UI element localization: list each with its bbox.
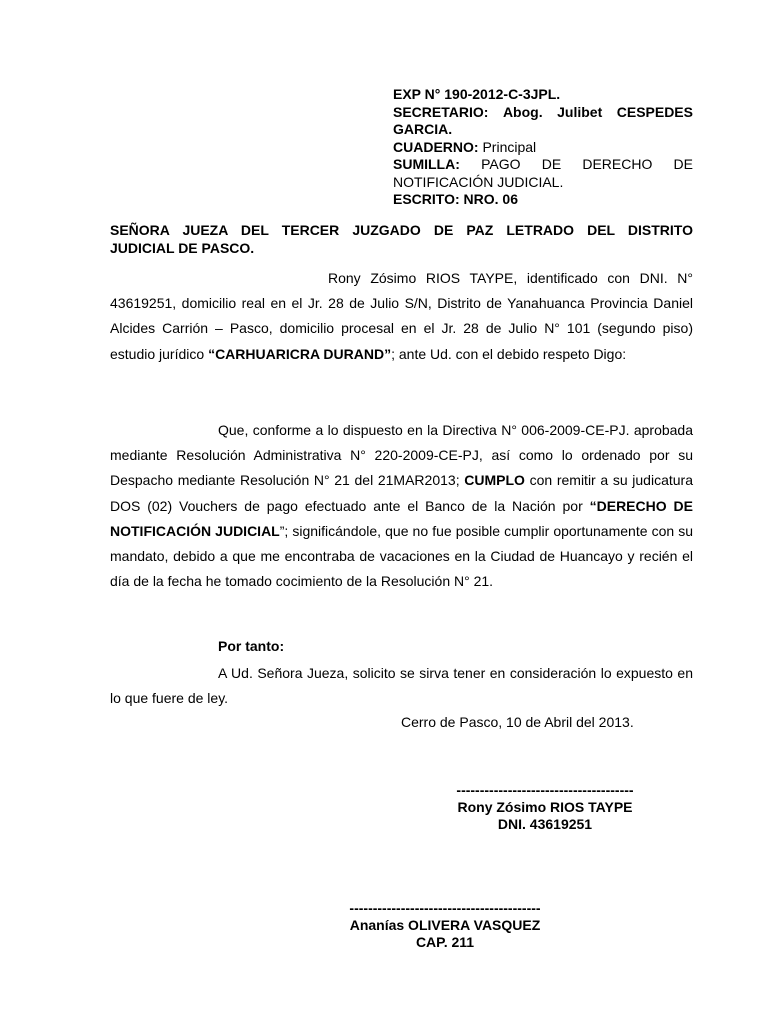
law-firm-name: “CARHUARICRA DURAND” — [208, 345, 392, 362]
expediente-line: EXP N° 190-2012-C-3JPL. — [393, 86, 561, 102]
secretario-line: SECRETARIO: Abog. Julibet CESPEDES — [393, 103, 693, 120]
signature-line: -------------------------------------- — [456, 782, 634, 798]
lawyer-registration: CAP. 211 — [415, 934, 475, 950]
signature-block-requester — [430, 782, 660, 833]
payment-concept: “DERECHO DE NOTIFICACIÓN JUDICIAL — [110, 497, 693, 539]
escrito-line: ESCRITO: NRO. 06 — [393, 191, 518, 207]
secretario-line-cont: GARCIA. — [393, 121, 453, 137]
signer-name: Rony Zósimo RIOS TAYPE — [457, 799, 633, 815]
sumilla-line: SUMILLA: PAGO DE DERECHO DE — [393, 156, 693, 172]
addressee-line-1: SEÑORA JUEZA DEL TERCER JUZGADO DE PAZ LETRADO DEL DISTRITO — [110, 222, 693, 238]
closing-paragraph: A Ud. Señora Jueza, solicito se sirva tener en consideración lo expuesto en lo que fuere de ley. — [110, 665, 693, 707]
cumplo-keyword: CUMPLO — [464, 472, 525, 489]
addressee — [110, 221, 693, 257]
case-header — [393, 86, 693, 209]
addressee-line-2: JUDICIAL DE PASCO. — [110, 240, 255, 256]
signature-line: ----------------------------------------- — [349, 900, 541, 916]
por-tanto-heading: Por tanto: — [218, 638, 285, 654]
intro-paragraph: Rony Zósimo RIOS TAYPE, identificado con DNI. N° 43619251, domicilio real en el Jr. 28 de Julio S/N, Distrito de Yanahuanca Provincia Daniel Alcides Carrión – Pasco, domicilio procesal en el Jr. 28 de Julio N° 101 (segundo piso) estudio jurídico “CARHUARICRA DURAND”; ante Ud. con el debido respeto Digo: — [110, 270, 693, 362]
cuaderno-line: CUADERNO: Principal — [393, 138, 537, 155]
signature-block-lawyer — [330, 900, 560, 951]
lawyer-name: Ananías OLIVERA VASQUEZ — [349, 917, 541, 933]
sumilla-line-cont: NOTIFICACIÓN JUDICIAL. — [393, 173, 564, 190]
signer-id: DNI. 43619251 — [497, 816, 593, 832]
place-date: Cerro de Pasco, 10 de Abril del 2013. — [401, 714, 634, 730]
body-paragraph: Que, conforme a lo dispuesto en la Directiva N° 006-2009-CE-PJ. aprobada mediante Resolución Administrativa N° 220-2009-CE-PJ, así como lo ordenado por su Despacho mediante Resolución N° 21 del 21MAR2013; CUMPLO con remitir a su judicatura DOS (02) Vouchers de pago efectuado ante el Banco de la Nación por “DERECHO DE NOTIFICACIÓN JUDICIAL”; significándole, que no fue posible cumplir oportunamente con su mandato, debido a que me encontraba de vacaciones en la Ciudad de Huancayo y recién el día de la fecha he tomado cocimiento de la Resolución N° 21. — [110, 422, 693, 590]
